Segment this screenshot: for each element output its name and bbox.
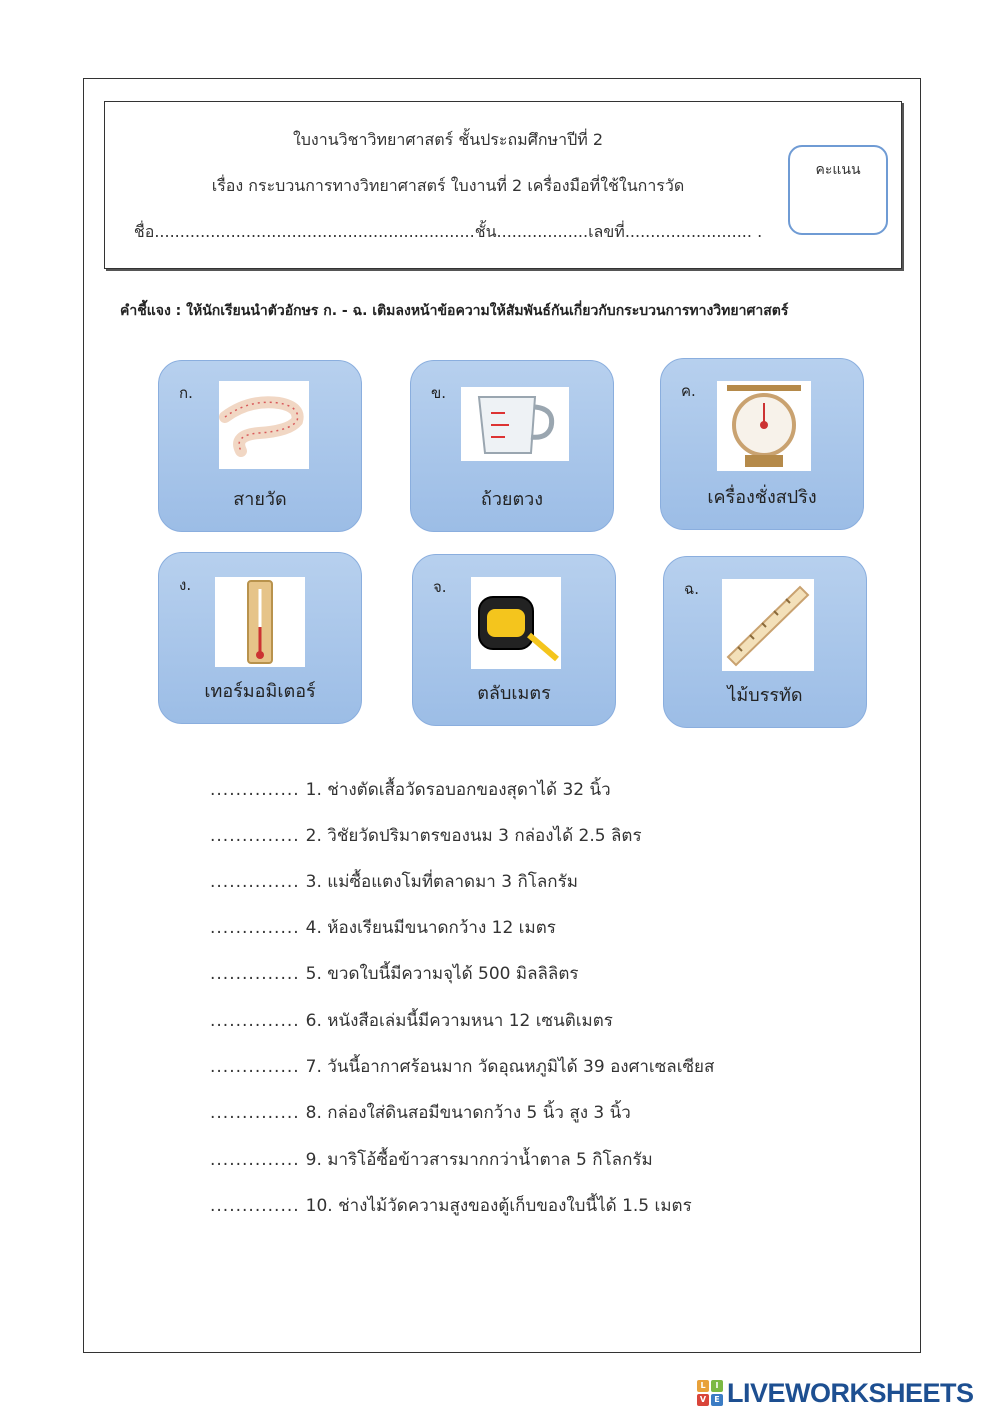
card-tape-measure bbox=[158, 360, 362, 532]
answer-blank[interactable]: .............. bbox=[210, 826, 300, 846]
card-letter: ก. bbox=[179, 384, 193, 402]
question-item bbox=[210, 822, 642, 849]
card-spring-scale bbox=[660, 358, 864, 530]
question-item bbox=[210, 1099, 631, 1126]
logo-mark-letter: E bbox=[711, 1394, 723, 1406]
answer-blank[interactable]: .............. bbox=[210, 1150, 300, 1170]
card-label: ไม้บรรทัด bbox=[727, 685, 803, 706]
question-item bbox=[210, 960, 579, 987]
question-item bbox=[210, 776, 611, 803]
answer-blank[interactable]: .............. bbox=[210, 780, 300, 800]
thermometer-icon bbox=[215, 577, 305, 667]
logo-mark-letter: I bbox=[711, 1380, 723, 1392]
liveworksheets-logo bbox=[697, 1378, 974, 1408]
question-text: 9. มาริโอ้ซื้อข้าวสารมากกว่าน้ำตาล 5 กิโลกรัม bbox=[305, 1150, 653, 1170]
question-text: 4. ห้องเรียนมีขนาดกว้าง 12 เมตร bbox=[305, 918, 556, 938]
question-text: 3. แม่ซื้อแตงโมที่ตลาดมา 3 กิโลกรัม bbox=[305, 872, 578, 892]
card-tape-measure-reel bbox=[412, 554, 616, 726]
card-letter: ข. bbox=[431, 384, 447, 402]
card-label: ตลับเมตร bbox=[477, 683, 551, 704]
question-item bbox=[210, 1053, 714, 1080]
card-letter: จ. bbox=[433, 578, 447, 596]
answer-blank[interactable]: .............. bbox=[210, 872, 300, 892]
answer-blank[interactable]: .............. bbox=[210, 1103, 300, 1123]
card-label: เทอร์มอมิเตอร์ bbox=[204, 681, 316, 702]
answer-blank[interactable]: .............. bbox=[210, 918, 300, 938]
card-label: ถ้วยตวง bbox=[480, 489, 544, 510]
card-letter: ฉ. bbox=[684, 580, 699, 598]
student-info-line: ชื่อ...............................................................ชั้น..................เลขที่......................... . bbox=[133, 222, 763, 241]
ruler-icon bbox=[722, 579, 814, 671]
card-measuring-cup bbox=[410, 360, 614, 532]
card-thermometer bbox=[158, 552, 362, 724]
card-letter: ค. bbox=[681, 382, 696, 400]
question-item bbox=[210, 1192, 692, 1219]
card-label: สายวัด bbox=[233, 489, 287, 510]
question-item bbox=[210, 1146, 653, 1173]
card-letter: ง. bbox=[179, 576, 192, 594]
question-item bbox=[210, 914, 556, 941]
worksheet-subtitle: เรื่อง กระบวนการทางวิทยาศาสตร์ ใบงานที่ 2 เครื่องมือที่ใช้ในการวัด bbox=[211, 176, 685, 195]
instructions: คำชี้แจง : ให้นักเรียนนำตัวอักษร ก. - ฉ. เติมลงหน้าข้อความให้สัมพันธ์กันเกี่ยวกับกระบวนการทางวิทยาศาสตร์ bbox=[120, 303, 789, 319]
question-text: 6. หนังสือเล่มนี้มีความหนา 12 เซนติเมตร bbox=[305, 1011, 613, 1031]
answer-blank[interactable]: .............. bbox=[210, 964, 300, 984]
answer-blank[interactable]: .............. bbox=[210, 1011, 300, 1031]
worksheet-title: ใบงานวิชาวิทยาศาสตร์ ชั้นประถมศึกษาปีที่ 2 bbox=[292, 130, 604, 149]
card-label: เครื่องชั่งสปริง bbox=[707, 487, 817, 508]
score-label: คะแนน bbox=[815, 162, 861, 178]
question-text: 1. ช่างตัดเสื้อวัดรอบอกของสุดาได้ 32 นิ้ว bbox=[305, 780, 611, 800]
logo-mark-letter: V bbox=[697, 1394, 709, 1406]
question-text: 7. วันนี้อากาศร้อนมาก วัดอุณหภูมิได้ 39 องศาเซลเซียส bbox=[305, 1057, 715, 1077]
question-text: 2. วิชัยวัดปริมาตรของนม 3 กล่องได้ 2.5 ลิตร bbox=[305, 826, 642, 846]
card-ruler bbox=[663, 556, 867, 728]
tape-measure-icon bbox=[471, 577, 561, 669]
answer-blank[interactable]: .............. bbox=[210, 1196, 300, 1216]
question-item bbox=[210, 1007, 613, 1034]
measuring-tape-icon bbox=[219, 381, 309, 469]
logo-mark-letter: L bbox=[697, 1380, 709, 1392]
answer-blank[interactable]: .............. bbox=[210, 1057, 300, 1077]
measuring-cup-icon bbox=[461, 387, 569, 461]
score-box[interactable] bbox=[788, 145, 888, 235]
logo-text: LIVEWORKSHEETS bbox=[727, 1377, 974, 1408]
question-text: 8. กล่องใส่ดินสอมีขนาดกว้าง 5 นิ้ว สูง 3 นิ้ว bbox=[305, 1103, 631, 1123]
question-item bbox=[210, 868, 578, 895]
question-text: 10. ช่างไม้วัดความสูงของตู้เก็บของใบนี้ได้ 1.5 เมตร bbox=[305, 1196, 692, 1216]
logo-mark-icon bbox=[697, 1380, 723, 1406]
worksheet-header bbox=[104, 101, 902, 269]
spring-scale-icon bbox=[717, 381, 811, 471]
question-text: 5. ขวดใบนี้มีความจุได้ 500 มิลลิลิตร bbox=[305, 964, 579, 984]
